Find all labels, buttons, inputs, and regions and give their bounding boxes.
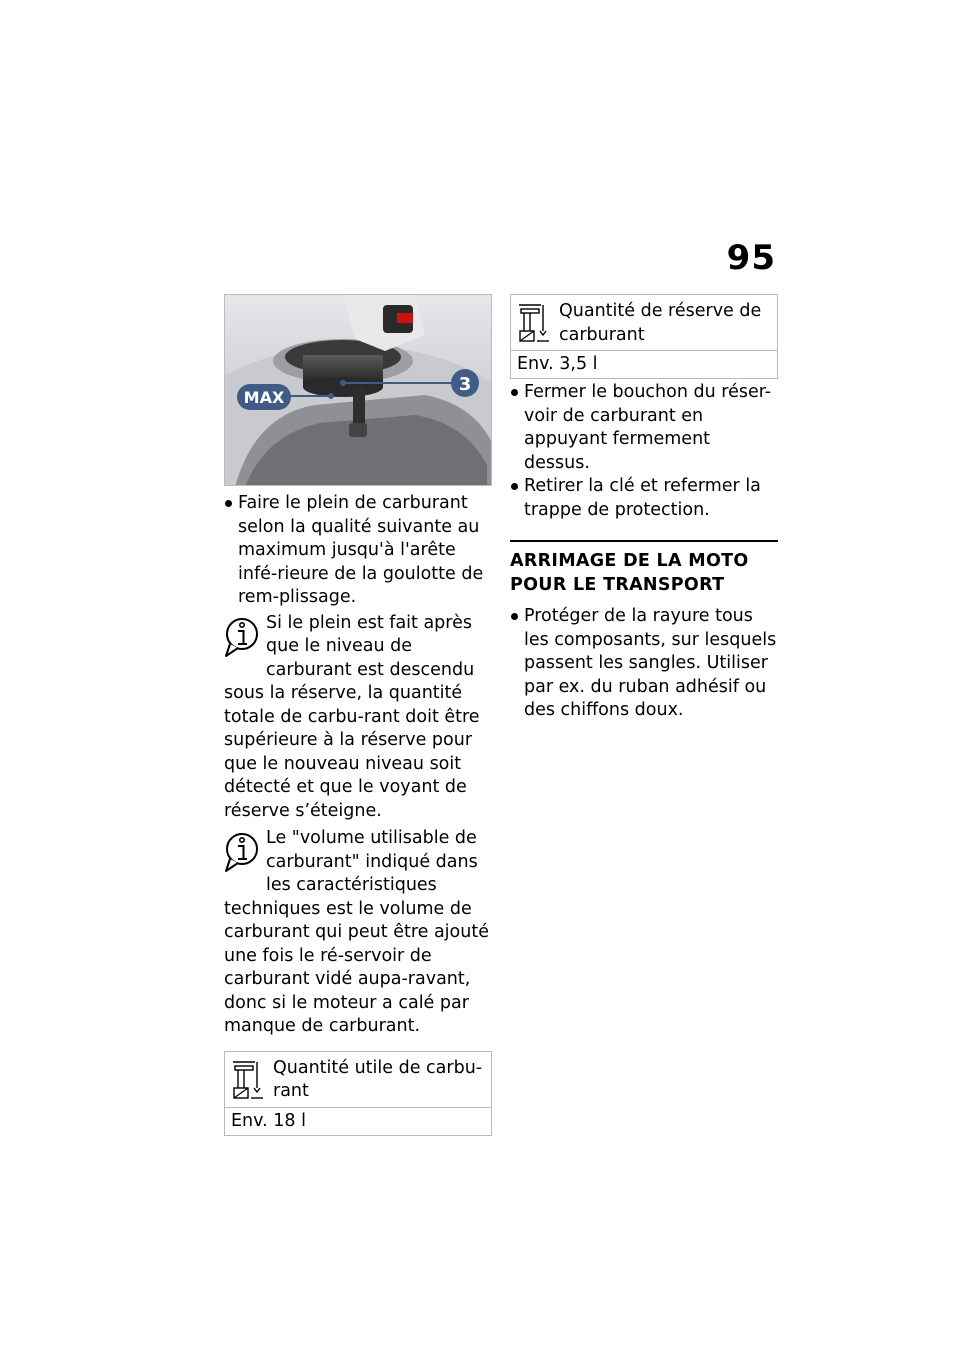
bullet-protect-parts: Protéger de la rayure tous les composants, sur lesquels passent les sangles. Utiliser par ex. du ruban adhésif ou des chiffons doux. (510, 605, 778, 723)
info-icon (224, 614, 262, 662)
spec-value-usable: Env. 18 l (225, 1107, 491, 1136)
fuel-pump-icon (231, 1058, 265, 1104)
right-text (510, 381, 778, 522)
left-column (224, 294, 492, 1136)
fuel-filler-figure (224, 294, 492, 486)
section-title-transport: ARRIMAGE DE LA MOTO POUR LE TRANSPORT (510, 551, 749, 595)
fuel-pump-icon (517, 301, 551, 347)
info-text-volume: Le "volume utilisable de carburant" indiqué dans les caractéristiques techniques est le volume de carburant qui peut être ajouté une fois le ré-servoir de carburant vidé aupa-ravant, donc si le moteur a calé par manque de carburant. (224, 828, 489, 1036)
spec-reserve-fuel (510, 294, 778, 379)
left-text (224, 492, 492, 1039)
info-text-reserve: Si le plein est fait après que le niveau de carburant est descendu sous la réserve, la quantité totale de carbu-rant doit être supérieure à la réserve pour que le nouveau niveau soit détecté et que le voyant de réserve s’éteigne. (224, 612, 480, 821)
info-icon (224, 829, 262, 877)
info-note-reserve (224, 612, 492, 824)
max-label: MAX (243, 388, 285, 407)
spec-usable-fuel (224, 1051, 492, 1136)
info-note-volume (224, 827, 492, 1039)
fuel-filler-illustration (225, 295, 492, 486)
callout-number: 3 (458, 374, 472, 395)
page-number: 95 (726, 238, 776, 278)
spec-value-reserve: Env. 3,5 l (511, 350, 777, 379)
right-text-transport (510, 605, 778, 723)
spec-label-usable: Quantité utile de carbu-rant (273, 1057, 483, 1101)
bullet-remove-key: Retirer la clé et refermer la trappe de protection. (510, 475, 778, 522)
right-column (510, 294, 778, 723)
spec-label-reserve: Quantité de réserve de carburant (559, 301, 762, 345)
bullet-close-cap: Fermer le bouchon du réser-voir de carburant en appuyant fermement dessus. (510, 381, 778, 475)
bullet-fill-fuel: Faire le plein de carburant selon la qualité suivante au maximum jusqu'à l'arête infé-rieure de la goulotte de rem-plissage. (224, 492, 492, 610)
section-divider (510, 540, 778, 542)
